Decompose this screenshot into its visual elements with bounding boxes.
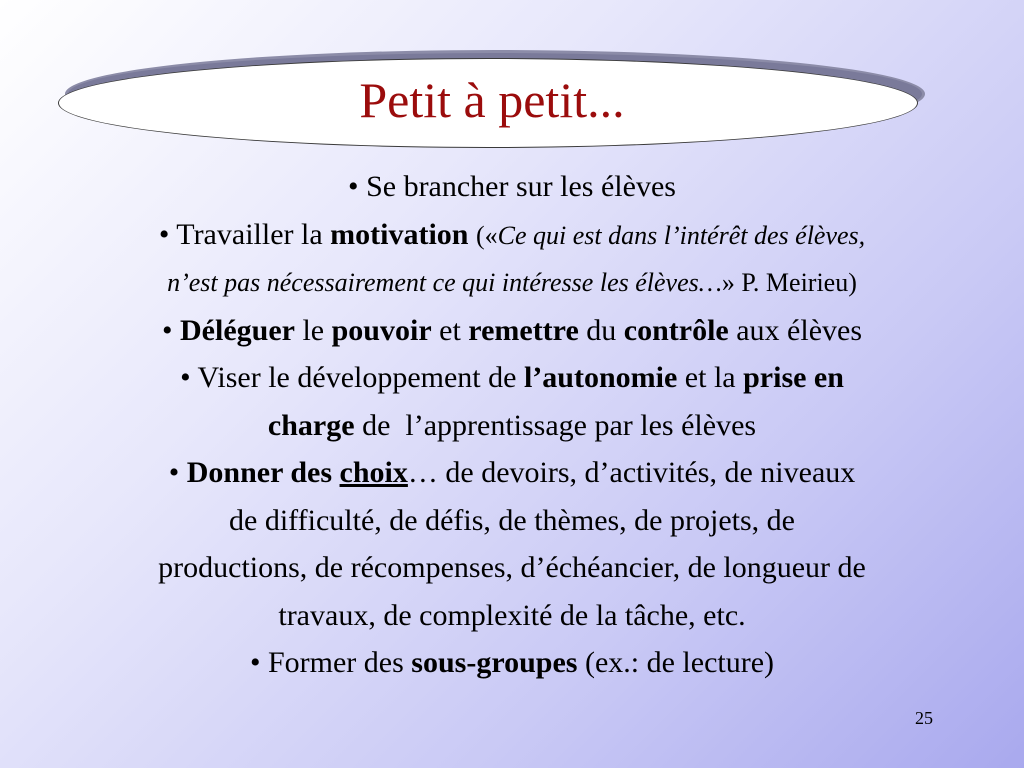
page-number: 25 bbox=[915, 708, 933, 728]
item-4-text-2: et la bbox=[684, 361, 736, 394]
item-4-bold-3: charge bbox=[267, 408, 355, 442]
item-2-quote-open bbox=[476, 221, 865, 250]
item-4-bold-1: l’autonomie bbox=[523, 361, 678, 394]
item-6-text-2: (ex.: de lecture) bbox=[584, 646, 775, 679]
item-3-bold-3: remettre bbox=[468, 313, 579, 347]
bullet-item-2-line-2 bbox=[30, 259, 994, 307]
bullet-glyph: • bbox=[158, 217, 170, 251]
item-2-bold-motivation: motivation bbox=[330, 217, 469, 251]
bullet-item-5-line-2: de difficulté, de défis, de thèmes, de projets, de bbox=[229, 503, 795, 537]
item-3-bold-4: contrôle bbox=[623, 313, 729, 347]
bullet-glyph: • bbox=[249, 646, 261, 679]
item-6-text-1: Former des bbox=[267, 646, 404, 679]
bullet-item-5-line-4: travaux, de complexité de la tâche, etc. bbox=[278, 598, 746, 632]
item-1-text: Se brancher sur les élèves bbox=[366, 170, 676, 203]
bullet-glyph: • bbox=[348, 170, 359, 203]
bullet-item-6 bbox=[30, 639, 994, 687]
item-2-quote-italic-2: n’est pas nécessairement ce qui intéresse les élèves… bbox=[167, 268, 722, 297]
quote-open-mark: (« bbox=[475, 220, 498, 250]
item-4-text-1: Viser le développement de bbox=[197, 361, 517, 394]
bullet-glyph: • bbox=[180, 361, 191, 394]
title-banner bbox=[58, 50, 926, 150]
bullet-glyph: • bbox=[168, 456, 180, 489]
bullet-item-5-line-3: productions, de récompenses, d’échéancier, de longueur de bbox=[158, 551, 866, 584]
slide-title: Petit à petit... bbox=[359, 72, 625, 128]
bullet-item-1 bbox=[30, 163, 994, 211]
item-3-text-3: du bbox=[586, 313, 617, 347]
item-3-bold-2: pouvoir bbox=[331, 313, 432, 347]
item-3-bold-1: Déléguer bbox=[180, 313, 295, 347]
item-4-text-3: de l’apprentissage par les élèves bbox=[362, 408, 757, 442]
bullet-list bbox=[30, 163, 994, 687]
bullet-glyph: • bbox=[161, 313, 173, 347]
item-5-bold-choix: choix bbox=[339, 456, 408, 489]
bullet-item-3 bbox=[30, 307, 994, 355]
item-5-text-1: … de devoirs, d’activités, de niveaux bbox=[407, 456, 856, 489]
item-2-quote-close: » P. Meirieu) bbox=[721, 268, 857, 297]
bullet-item-5-line-1 bbox=[30, 449, 994, 497]
bullet-item-2-line-1 bbox=[30, 211, 994, 260]
item-3-text-1: le bbox=[302, 313, 325, 347]
item-2-text: Travailler la bbox=[176, 217, 323, 251]
bullet-item-4-line-2 bbox=[30, 402, 994, 450]
item-3-text-4: aux élèves bbox=[736, 313, 863, 347]
item-5-bold-1: Donner des bbox=[186, 456, 333, 489]
item-3-text-2: et bbox=[439, 313, 461, 347]
bullet-item-4-line-1 bbox=[30, 354, 994, 402]
item-2-quote-italic-1: Ce qui est dans l’intérêt des élèves, bbox=[497, 220, 866, 250]
item-6-bold-1: sous-groupes bbox=[411, 646, 578, 679]
item-4-bold-2: prise en bbox=[743, 361, 844, 394]
